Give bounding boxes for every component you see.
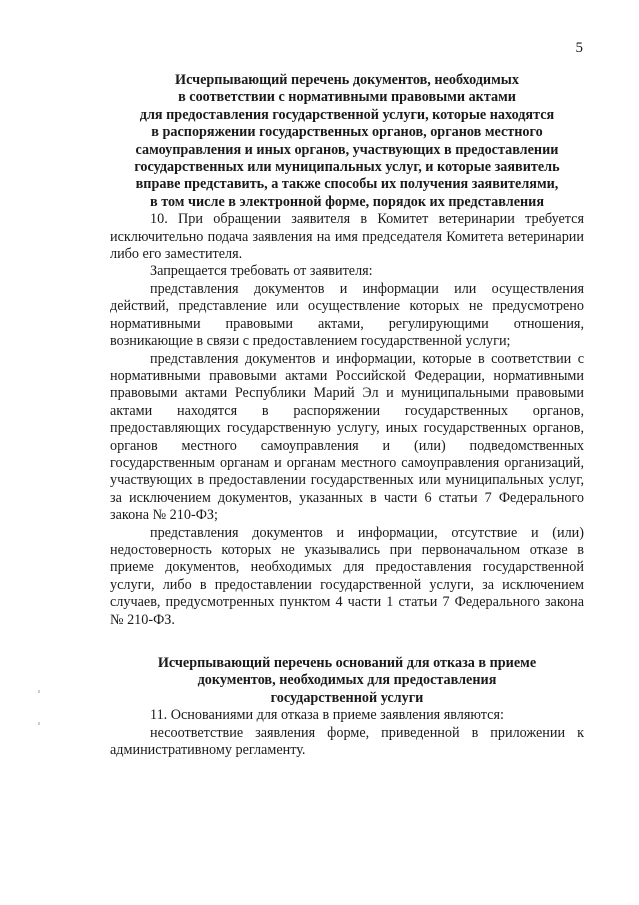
paragraph-item-11: 11. Основаниями для отказа в приеме заявления являются: bbox=[150, 707, 504, 724]
heading-line: вправе представить, а также способы их получения заявителями, bbox=[135, 176, 559, 193]
heading-line: Исчерпывающий перечень оснований для отказа в приеме bbox=[157, 655, 537, 671]
paragraph-prohibition-1: представления документов и информации или осуществления действий, представление или осуществление которых не предусмотрено нормативными правовыми актами, регулирующими отношения, возникающие в связи с предоставлением государственной услуги; bbox=[110, 280, 584, 350]
paragraph-prohibition-3: представления документов и информации, отсутствие и (или) недостоверность которых не указывались при первоначальном отказе в приеме документов, необходимых для предоставления государственной услуги, либо в предоставлении государственной услуги, за исключением случаев, предусмотренных пунктом 4 части 1 статьи 7 Федерального закона № 210-ФЗ. bbox=[110, 524, 584, 628]
section-gap bbox=[110, 629, 584, 655]
heading-line: для предоставления государственной услуги, которые находятся bbox=[139, 106, 555, 123]
paragraph-prohibition-2: представления документов и информации, которые в соответствии с нормативными правовыми актами Российской Федерации, нормативными правовыми актами Республики Марий Эл и муниципальными правовыми актами находятся в распоряжении государственных органов, предоставляющих государственную услугу, иных государственных органов, органов местного самоуправления и (или) подведомственных государственным органам и органам местного самоуправления организаций, участвующих в предоставлении государственных или муниципальных услуг, за исключением документов, указанных в части 6 статьи 7 Федерального закона № 210-ФЗ; bbox=[110, 350, 584, 524]
paragraph-item-10: 10. При обращении заявителя в Комитет ветеринарии требуется исключительно подача заявления на имя председателя Комитета ветеринарии либо его заместителя. bbox=[110, 211, 584, 263]
paragraph-refusal-ground-1: несоответствие заявления форме, приведенной в приложении к административному регламенту. bbox=[110, 724, 584, 759]
heading-line: документов, необходимых для предоставления bbox=[197, 672, 497, 689]
section-heading-refusal-grounds bbox=[110, 655, 584, 707]
heading-line: государственных или муниципальных услуг, и которые заявитель bbox=[134, 159, 560, 176]
paragraph-prohibition-intro: Запрещается требовать от заявителя: bbox=[150, 263, 373, 280]
section-heading-documents bbox=[110, 72, 584, 211]
heading-line: в соответствии с нормативными правовыми актами bbox=[178, 89, 516, 106]
document-body bbox=[110, 72, 584, 759]
heading-line: Исчерпывающий перечень документов, необходимых bbox=[175, 72, 519, 88]
scan-edge-mark bbox=[38, 722, 40, 725]
heading-line: самоуправления и иных органов, участвующих в предоставлении bbox=[135, 141, 559, 158]
scan-edge-mark bbox=[38, 690, 40, 693]
page-number: 5 bbox=[575, 40, 583, 56]
heading-line: в том числе в электронной форме, порядок их представления bbox=[149, 193, 545, 210]
heading-line: в распоряжении государственных органов, органов местного bbox=[151, 124, 543, 141]
heading-line: государственной услуги bbox=[270, 689, 424, 706]
